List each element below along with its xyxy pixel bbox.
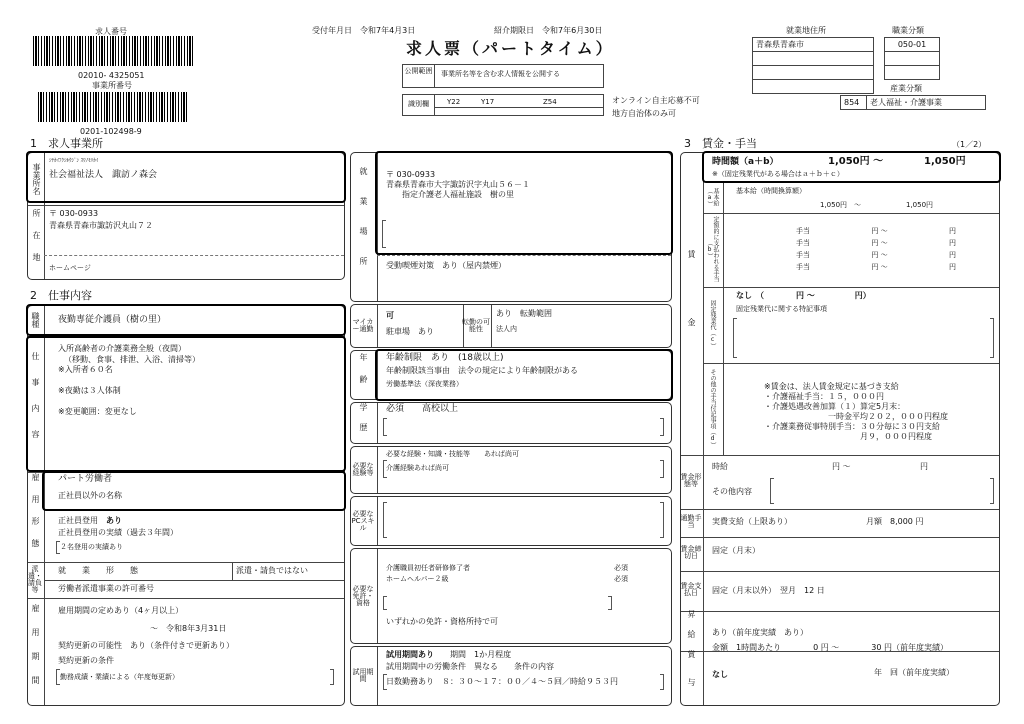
industry-name: 老人福祉・介護事業 bbox=[867, 96, 986, 110]
public-range-label: 公開範囲 bbox=[403, 65, 435, 87]
license-2: ホームヘルパー２級 bbox=[386, 575, 449, 583]
office-kana: ｼﾔｶｲﾌｸｼﾎｳｼﾞﾝ ｽﾜﾉﾓﾘｶｲ bbox=[49, 158, 99, 164]
car-value: 可 bbox=[386, 311, 394, 320]
age-limit: 年齢制限 あり (18歳以上) bbox=[386, 353, 504, 363]
office-address-label: 所在地 bbox=[32, 209, 41, 275]
hourly-note: ※（固定残業代がある場合はａ＋ｂ＋ｃ） bbox=[712, 170, 844, 178]
bonus-label: 賞与 bbox=[687, 650, 696, 706]
office-number-label: 事業所番号 bbox=[92, 81, 132, 90]
office-address: 青森県青森市諏訪沢丸山７２ bbox=[49, 221, 153, 230]
industry-class-label: 産業分類 bbox=[890, 84, 922, 93]
wage-form-label: 賃金形態等 bbox=[680, 473, 702, 488]
base-title: 基本給（時間換算額） bbox=[736, 187, 806, 195]
id-box bbox=[402, 94, 604, 116]
job-type-label: 職種 bbox=[31, 312, 40, 328]
transfer-label: 転勤の可能性 bbox=[462, 318, 490, 333]
job-type: 夜勤専従介護員（樹の里） bbox=[58, 315, 167, 325]
office-number-barcode bbox=[38, 92, 188, 122]
employment-label: 雇用形態 bbox=[31, 473, 40, 561]
renew-3: 勤務成績・業績による（年度毎更新） bbox=[60, 673, 179, 681]
other-allowance-label: その他の手当付記事項（d） bbox=[709, 368, 716, 448]
work-zip: 〒 030-0933 bbox=[386, 170, 436, 179]
work-address: 青森県青森市大字諏訪沢字丸山５６－１ bbox=[386, 180, 530, 189]
page-number: （1／2） bbox=[952, 140, 987, 149]
regular-label: 正社員登用 あり bbox=[58, 516, 122, 525]
overtime-label: 固定残業代（c） bbox=[709, 299, 716, 349]
section3-heading: 3 賃金・手当 bbox=[684, 137, 757, 150]
transfer-value: あり 転勤範囲 bbox=[496, 309, 552, 318]
id-label: 識別欄 bbox=[403, 95, 435, 115]
commute-allowance: 実費支給（上限あり） bbox=[712, 517, 792, 526]
period-2: ～ 令和8年3月31日 bbox=[150, 624, 227, 633]
wage-label: 賃金 bbox=[687, 250, 696, 386]
license-1-value: 必須 bbox=[614, 564, 628, 572]
pc-label: 必要なPCスキル bbox=[351, 509, 375, 532]
hourly-to: 1,050円 bbox=[924, 156, 966, 167]
hourly-label: 時間額（a＋b） bbox=[712, 157, 779, 167]
trial-1: 試用期間あり 期間 1か月程度 bbox=[386, 650, 512, 659]
fixed-allowance-label: 定額的に支払われる手当（b） bbox=[706, 216, 719, 282]
wage-form-1a: 円 ～ bbox=[832, 462, 851, 471]
raise-2: 金額 1時間あたり 0 円 ～ 30 円（前年度実績） bbox=[712, 643, 948, 652]
age-label: 年齢 bbox=[359, 353, 368, 397]
page-title: 求人票（パートタイム） bbox=[406, 39, 615, 58]
work-place-label: 就業場所 bbox=[359, 167, 368, 287]
renew-1: 契約更新の可能性 あり（条件付きで更新あり） bbox=[58, 641, 234, 650]
regular-history: 正社員登用の実績（過去３年間） bbox=[58, 528, 178, 537]
work-place-frame bbox=[375, 151, 673, 255]
license-2-value: 必須 bbox=[614, 575, 628, 583]
car-label: マイカー通勤 bbox=[352, 318, 374, 333]
overtime-note: 固定残業代に関する特記事項 bbox=[736, 305, 827, 313]
pay-label: 賃金支払日 bbox=[680, 582, 702, 597]
section1-heading: 1 求人事業所 bbox=[30, 137, 103, 150]
bonus-2: 年 回（前年度実績） bbox=[874, 668, 954, 677]
dispatch-permit: 労働者派遣事業の許可番号 bbox=[58, 584, 154, 593]
pc-section bbox=[350, 496, 672, 546]
office-zip: 〒 030-0933 bbox=[49, 209, 99, 218]
wage-form-1b: 円 bbox=[920, 462, 928, 471]
trial-2: 試用期間中の労働条件 異なる 条件の内容 bbox=[386, 662, 554, 671]
job-number-label: 求人番号 bbox=[95, 27, 127, 36]
wage-form-2: その他内容 bbox=[712, 487, 752, 496]
education-label: 学歴 bbox=[359, 403, 368, 443]
homepage-label: ホームページ bbox=[49, 264, 91, 272]
job-number: 02010- 4325051 bbox=[78, 71, 145, 80]
occupation-class-label: 職業分類 bbox=[892, 26, 924, 35]
base-label: 基本給（a） bbox=[706, 187, 719, 207]
employment-type: パート労働者 bbox=[58, 474, 113, 484]
online-apply: オンライン自主応募不可 bbox=[612, 96, 700, 105]
age-law: 労働基準法（深夜業務） bbox=[386, 380, 463, 388]
license-section bbox=[350, 548, 672, 644]
trial-3: 日数勤務あり ８：３０～１７：００／４～５回／時給９５３円 bbox=[386, 677, 618, 686]
commute-amount: 月額 8,000 円 bbox=[866, 517, 924, 526]
license-1: 介護職員初任者研修修了者 bbox=[386, 564, 470, 572]
other-allowance-list: ※賃金は、法人賃金規定に基づき支給 ・介護福祉手当：１５，０００円 ・介護処遇改善加算（１）算定5月末： 一時金平均２０２，０００円程度 ・介護業務従事特別手当：３０分毎に３０円支給 月９，０００円程度 bbox=[764, 382, 948, 441]
office-name: 社会福祉法人 諏訪ノ森会 bbox=[49, 170, 158, 180]
section2-heading: 2 仕事内容 bbox=[30, 289, 92, 302]
job-number-barcode bbox=[33, 36, 193, 66]
license-3: いずれかの免許・資格所持で可 bbox=[386, 617, 498, 626]
dispatch-head: 就 業 形 態 bbox=[58, 566, 138, 575]
occupation-class-table bbox=[884, 37, 940, 80]
intro-deadline: 紹介期限日 令和7年6月30日 bbox=[494, 26, 603, 35]
dispatch-value: 派遣・請負ではない bbox=[236, 566, 308, 575]
received-date: 受付年月日 令和7年4月3日 bbox=[312, 26, 416, 35]
close-label: 賃金締切日 bbox=[680, 545, 702, 560]
period-1: 雇用期間の定めあり（4ヶ月以上） bbox=[58, 606, 184, 615]
base-to: 1,050円 bbox=[906, 201, 934, 209]
license-label: 必要な免許・資格 bbox=[352, 584, 374, 607]
raise-label: 昇給 bbox=[687, 610, 696, 650]
age-reason: 年齢制限該当事由 法令の規定により年齢制限がある bbox=[386, 366, 578, 375]
experience-label: 必要な経験等 bbox=[352, 462, 374, 477]
period-label: 雇用期間 bbox=[31, 604, 40, 700]
industry-class-table bbox=[840, 95, 986, 110]
experience-2: 介護経験あれば尚可 bbox=[386, 464, 449, 472]
hourly-from: 1,050円 ～ bbox=[828, 156, 884, 167]
smoke-policy: 受動喫煙対策 あり（屋内禁煙） bbox=[386, 261, 506, 270]
work-location-label: 就業地住所 bbox=[786, 26, 826, 35]
public-range-value: 事業所名等を含む求人情報を公開する bbox=[441, 70, 560, 78]
allowance-list: 手当 円 ～ 円 手当 円 ～ 円 手当 円 ～ 円 手当 円 ～ 円 bbox=[796, 227, 956, 271]
employment-name: 正社員以外の名称 bbox=[58, 491, 122, 500]
office-name-label: 事業所名 bbox=[32, 163, 41, 195]
work-location-table bbox=[752, 37, 874, 94]
job-content: 入所高齢者の介護業務全般（夜間） （移動、食事、排泄、入浴、清掃等） ※入所者６０名 ※夜勤は３人体制 ※変更範囲：変更なし bbox=[58, 344, 200, 417]
local-only: 地方自治体のみ可 bbox=[612, 109, 676, 118]
renew-2: 契約更新の条件 bbox=[58, 656, 114, 665]
trial-label: 試用期間 bbox=[352, 668, 374, 683]
occupation-class: 050-01 bbox=[885, 38, 940, 52]
public-range-box bbox=[402, 64, 604, 88]
pay-date: 固定（月末以外） 翌月 12 日 bbox=[712, 586, 825, 595]
commute-label: 通勤手当 bbox=[680, 514, 702, 529]
id-value-4: Z54 bbox=[543, 98, 557, 106]
wage-form-1: 時給 bbox=[712, 462, 728, 471]
transfer-scope: 法人内 bbox=[496, 325, 517, 333]
id-value-1: Y22 bbox=[447, 98, 461, 106]
work-location: 青森県青森市 bbox=[753, 38, 874, 52]
overtime-value: なし （ 円 ～ 円） bbox=[736, 291, 871, 300]
close-date: 固定（月末） bbox=[712, 546, 760, 555]
raise-1: あり（前年度実績 あり） bbox=[712, 628, 808, 637]
education: 必須 高校以上 bbox=[386, 404, 459, 414]
bonus: なし bbox=[712, 670, 728, 679]
dispatch-label: 派遣・請負等 bbox=[28, 565, 42, 594]
base-from: 1,050円 ～ bbox=[820, 201, 862, 209]
industry-code: 854 bbox=[841, 96, 867, 110]
experience-1: 必要な経験・知識・技能等 あれば尚可 bbox=[386, 450, 519, 458]
id-value-2: Y17 bbox=[481, 98, 495, 106]
parking: 駐車場 あり bbox=[386, 327, 434, 336]
job-content-label: 仕事内容 bbox=[31, 351, 40, 456]
office-number: 0201-102498-9 bbox=[80, 127, 142, 136]
regular-count: ２名登用の実績あり bbox=[60, 543, 123, 551]
work-facility: 指定介護老人福祉施設 樹の里 bbox=[402, 190, 514, 199]
